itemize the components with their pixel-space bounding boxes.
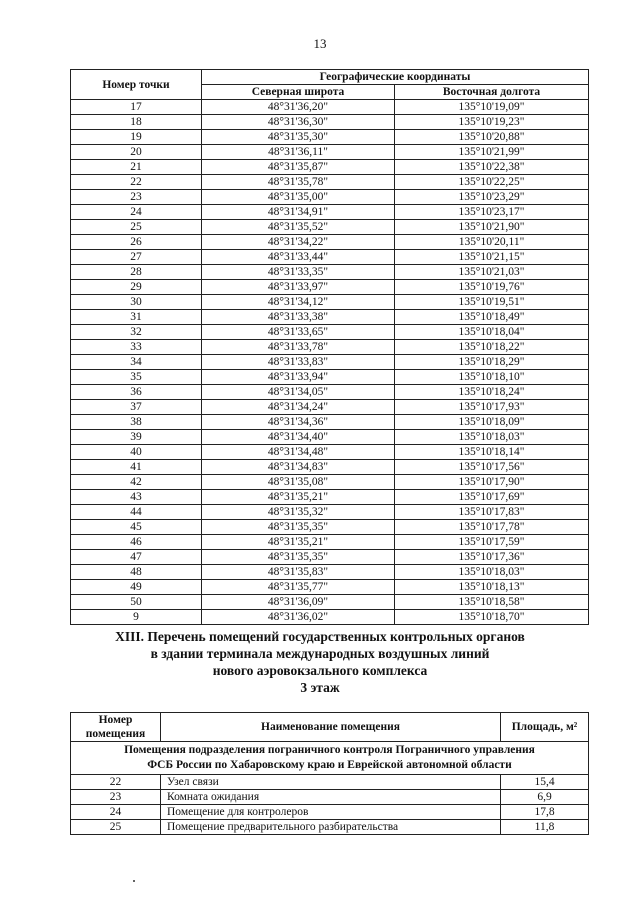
longitude-cell: 135°10'18,22"	[395, 340, 589, 355]
latitude-cell: 48°31'34,36"	[202, 415, 395, 430]
latitude-cell: 48°31'34,83"	[202, 460, 395, 475]
longitude-cell: 135°10'18,29"	[395, 355, 589, 370]
point-number-cell: 42	[71, 475, 202, 490]
longitude-cell: 135°10'21,99"	[395, 145, 589, 160]
longitude-cell: 135°10'17,78"	[395, 520, 589, 535]
coordinate-row	[71, 430, 589, 445]
point-number-cell: 50	[71, 595, 202, 610]
latitude-cell: 48°31'35,00"	[202, 190, 395, 205]
rooms-table	[70, 712, 589, 835]
room-name-cell: Комната ожидания	[161, 790, 501, 805]
longitude-cell: 135°10'21,15"	[395, 250, 589, 265]
coordinate-row	[71, 220, 589, 235]
room-name-cell: Узел связи	[161, 775, 501, 790]
latitude-cell: 48°31'35,32"	[202, 505, 395, 520]
latitude-cell: 48°31'36,20"	[202, 100, 395, 115]
header-point-number: Номер точки	[71, 70, 202, 100]
coordinate-row	[71, 145, 589, 160]
longitude-cell: 135°10'23,17"	[395, 205, 589, 220]
longitude-cell: 135°10'17,69"	[395, 490, 589, 505]
coordinates-table-body	[71, 100, 589, 625]
point-number-cell: 23	[71, 190, 202, 205]
header-room-area: Площадь, м²	[501, 713, 589, 742]
room-area-cell: 15,4	[501, 775, 589, 790]
latitude-cell: 48°31'33,35"	[202, 265, 395, 280]
coordinate-row	[71, 340, 589, 355]
coordinate-row	[71, 295, 589, 310]
longitude-cell: 135°10'21,90"	[395, 220, 589, 235]
coordinate-row	[71, 370, 589, 385]
coordinate-row	[71, 535, 589, 550]
longitude-cell: 135°10'21,03"	[395, 265, 589, 280]
coordinate-row	[71, 475, 589, 490]
coordinate-row	[71, 100, 589, 115]
latitude-cell: 48°31'34,91"	[202, 205, 395, 220]
point-number-cell: 27	[71, 250, 202, 265]
coordinate-row	[71, 325, 589, 340]
point-number-cell: 22	[71, 175, 202, 190]
latitude-cell: 48°31'35,77"	[202, 580, 395, 595]
coordinate-row	[71, 385, 589, 400]
coordinate-row	[71, 265, 589, 280]
room-row	[71, 775, 589, 790]
point-number-cell: 30	[71, 295, 202, 310]
coordinate-row	[71, 175, 589, 190]
rooms-group-heading	[71, 742, 589, 775]
section-heading	[0, 628, 640, 696]
room-name-cell: Помещение для контролеров	[161, 805, 501, 820]
latitude-cell: 48°31'34,22"	[202, 235, 395, 250]
header-room-name: Наименование помещения	[161, 713, 501, 742]
room-number-cell: 23	[71, 790, 161, 805]
longitude-cell: 135°10'18,58"	[395, 595, 589, 610]
longitude-cell: 135°10'18,24"	[395, 385, 589, 400]
point-number-cell: 35	[71, 370, 202, 385]
longitude-cell: 135°10'17,90"	[395, 475, 589, 490]
point-number-cell: 20	[71, 145, 202, 160]
latitude-cell: 48°31'34,24"	[202, 400, 395, 415]
coordinate-row	[71, 490, 589, 505]
header-room-number-line1: Номер	[98, 714, 133, 726]
latitude-cell: 48°31'36,09"	[202, 595, 395, 610]
rooms-group-line1: Помещения подразделения пограничного контроля Пограничного управления	[124, 744, 535, 756]
coordinate-row	[71, 505, 589, 520]
header-room-number	[71, 713, 161, 742]
coordinate-row	[71, 355, 589, 370]
longitude-cell: 135°10'19,51"	[395, 295, 589, 310]
latitude-cell: 48°31'33,44"	[202, 250, 395, 265]
coordinate-row	[71, 595, 589, 610]
longitude-cell: 135°10'18,13"	[395, 580, 589, 595]
header-room-number-line2: помещения	[85, 728, 146, 740]
page-number: 13	[313, 36, 327, 51]
point-number-cell: 40	[71, 445, 202, 460]
latitude-cell: 48°31'35,83"	[202, 565, 395, 580]
point-number-cell: 9	[71, 610, 202, 625]
point-number-cell: 39	[71, 430, 202, 445]
point-number-cell: 17	[71, 100, 202, 115]
latitude-cell: 48°31'34,05"	[202, 385, 395, 400]
coordinate-row	[71, 610, 589, 625]
coordinate-row	[71, 460, 589, 475]
longitude-cell: 135°10'17,36"	[395, 550, 589, 565]
room-name-cell: Помещение предварительного разбирательства	[161, 820, 501, 835]
point-number-cell: 25	[71, 220, 202, 235]
longitude-cell: 135°10'22,25"	[395, 175, 589, 190]
room-row	[71, 805, 589, 820]
room-area-cell: 17,8	[501, 805, 589, 820]
longitude-cell: 135°10'18,09"	[395, 415, 589, 430]
longitude-cell: 135°10'18,14"	[395, 445, 589, 460]
point-number-cell: 33	[71, 340, 202, 355]
coordinate-row	[71, 280, 589, 295]
point-number-cell: 48	[71, 565, 202, 580]
point-number-cell: 31	[71, 310, 202, 325]
coordinate-row	[71, 115, 589, 130]
longitude-cell: 135°10'18,49"	[395, 310, 589, 325]
coordinate-row	[71, 550, 589, 565]
scan-speck	[133, 880, 135, 882]
latitude-cell: 48°31'33,65"	[202, 325, 395, 340]
latitude-cell: 48°31'35,35"	[202, 550, 395, 565]
coordinate-row	[71, 415, 589, 430]
coordinate-row	[71, 205, 589, 220]
coordinates-table	[70, 69, 589, 625]
latitude-cell: 48°31'33,83"	[202, 355, 395, 370]
room-number-cell: 24	[71, 805, 161, 820]
room-area-cell: 11,8	[501, 820, 589, 835]
latitude-cell: 48°31'36,30"	[202, 115, 395, 130]
longitude-cell: 135°10'18,03"	[395, 565, 589, 580]
latitude-cell: 48°31'35,21"	[202, 535, 395, 550]
coordinate-row	[71, 160, 589, 175]
latitude-cell: 48°31'35,78"	[202, 175, 395, 190]
point-number-cell: 26	[71, 235, 202, 250]
section-title-floor: 3 этаж	[300, 680, 340, 695]
coordinate-row	[71, 190, 589, 205]
rooms-group-line2: ФСБ России по Хабаровскому краю и Еврейской автономной области	[147, 759, 512, 771]
latitude-cell: 48°31'34,48"	[202, 445, 395, 460]
latitude-cell: 48°31'35,30"	[202, 130, 395, 145]
latitude-cell: 48°31'35,35"	[202, 520, 395, 535]
point-number-cell: 46	[71, 535, 202, 550]
longitude-cell: 135°10'18,70"	[395, 610, 589, 625]
point-number-cell: 36	[71, 385, 202, 400]
longitude-cell: 135°10'18,04"	[395, 325, 589, 340]
section-title-line2: в здании терминала международных воздушных линий	[150, 646, 490, 661]
latitude-cell: 48°31'35,87"	[202, 160, 395, 175]
latitude-cell: 48°31'35,52"	[202, 220, 395, 235]
point-number-cell: 24	[71, 205, 202, 220]
longitude-cell: 135°10'18,03"	[395, 430, 589, 445]
longitude-cell: 135°10'20,11"	[395, 235, 589, 250]
point-number-cell: 45	[71, 520, 202, 535]
section-title-line1: XIII. Перечень помещений государственных контрольных органов	[115, 629, 525, 644]
point-number-cell: 37	[71, 400, 202, 415]
point-number-cell: 34	[71, 355, 202, 370]
latitude-cell: 48°31'36,02"	[202, 610, 395, 625]
section-title-line3: нового аэровокзального комплекса	[212, 663, 428, 678]
latitude-cell: 48°31'33,38"	[202, 310, 395, 325]
point-number-cell: 49	[71, 580, 202, 595]
coordinate-row	[71, 445, 589, 460]
latitude-cell: 48°31'36,11"	[202, 145, 395, 160]
latitude-cell: 48°31'35,21"	[202, 490, 395, 505]
coordinate-row	[71, 235, 589, 250]
latitude-cell: 48°31'33,94"	[202, 370, 395, 385]
room-row	[71, 820, 589, 835]
coordinate-row	[71, 250, 589, 265]
coordinate-row	[71, 565, 589, 580]
header-east-longitude: Восточная долгота	[395, 85, 589, 100]
latitude-cell: 48°31'33,78"	[202, 340, 395, 355]
longitude-cell: 135°10'18,10"	[395, 370, 589, 385]
latitude-cell: 48°31'33,97"	[202, 280, 395, 295]
point-number-cell: 18	[71, 115, 202, 130]
longitude-cell: 135°10'19,76"	[395, 280, 589, 295]
rooms-table-body	[71, 742, 589, 835]
longitude-cell: 135°10'17,56"	[395, 460, 589, 475]
point-number-cell: 32	[71, 325, 202, 340]
longitude-cell: 135°10'19,09"	[395, 100, 589, 115]
point-number-cell: 19	[71, 130, 202, 145]
room-row	[71, 790, 589, 805]
room-area-cell: 6,9	[501, 790, 589, 805]
latitude-cell: 48°31'34,40"	[202, 430, 395, 445]
latitude-cell: 48°31'34,12"	[202, 295, 395, 310]
point-number-cell: 44	[71, 505, 202, 520]
longitude-cell: 135°10'19,23"	[395, 115, 589, 130]
latitude-cell: 48°31'35,08"	[202, 475, 395, 490]
point-number-cell: 47	[71, 550, 202, 565]
longitude-cell: 135°10'20,88"	[395, 130, 589, 145]
room-number-cell: 25	[71, 820, 161, 835]
point-number-cell: 43	[71, 490, 202, 505]
longitude-cell: 135°10'17,93"	[395, 400, 589, 415]
longitude-cell: 135°10'22,38"	[395, 160, 589, 175]
header-north-latitude: Северная широта	[202, 85, 395, 100]
point-number-cell: 21	[71, 160, 202, 175]
header-geo-coordinates: Географические координаты	[202, 70, 589, 85]
coordinate-row	[71, 520, 589, 535]
longitude-cell: 135°10'17,59"	[395, 535, 589, 550]
coordinate-row	[71, 400, 589, 415]
point-number-cell: 29	[71, 280, 202, 295]
coordinate-row	[71, 580, 589, 595]
point-number-cell: 38	[71, 415, 202, 430]
coordinate-row	[71, 310, 589, 325]
point-number-cell: 28	[71, 265, 202, 280]
point-number-cell: 41	[71, 460, 202, 475]
coordinate-row	[71, 130, 589, 145]
longitude-cell: 135°10'17,83"	[395, 505, 589, 520]
longitude-cell: 135°10'23,29"	[395, 190, 589, 205]
room-number-cell: 22	[71, 775, 161, 790]
